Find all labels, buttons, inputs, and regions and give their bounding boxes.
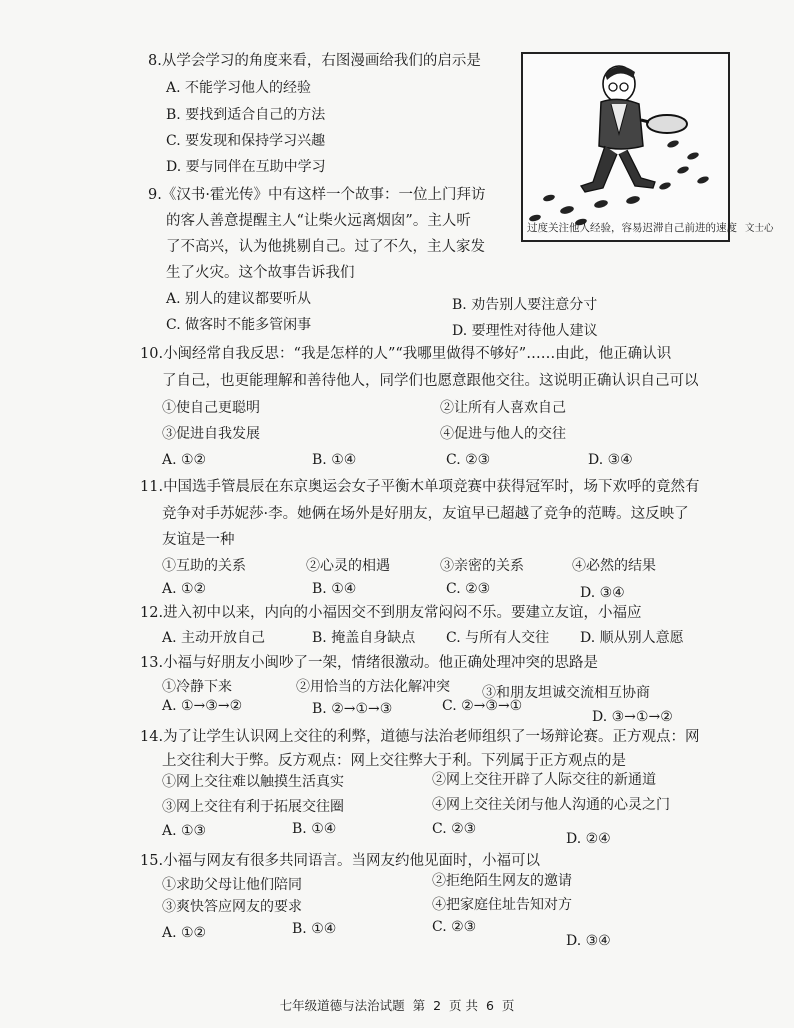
question-12-option-c: C. 与所有人交往 bbox=[446, 630, 550, 646]
question-9-stem-4: 生了火灾。这个故事告诉我们 bbox=[166, 265, 355, 281]
question-8-option-d: D. 要与同伴在互助中学习 bbox=[166, 159, 326, 175]
question-13-option-b: B. ②→①→③ bbox=[312, 701, 393, 717]
question-9-stem-2: 的客人善意提醒主人“让柴火远离烟囱”。主人听 bbox=[166, 213, 471, 229]
question-8-option-b: B. 要找到适合自己的方法 bbox=[166, 107, 326, 123]
question-14-option-c: C. ②③ bbox=[432, 821, 477, 837]
footer-total-pages: 6 bbox=[485, 998, 494, 1013]
cartoon-illustration bbox=[521, 52, 774, 242]
question-12-option-a: A. 主动开放自己 bbox=[162, 630, 266, 646]
question-10-option-c: C. ②③ bbox=[446, 452, 491, 468]
question-14-option-a: A. ①③ bbox=[162, 823, 207, 839]
question-11-statement-1: ①互助的关系 bbox=[162, 558, 246, 574]
question-10-statement-4: ④促进与他人的交往 bbox=[440, 426, 566, 442]
question-9-option-d: D. 要理性对待他人建议 bbox=[452, 323, 598, 339]
question-15-statement-2: ②拒绝陌生网友的邀请 bbox=[432, 873, 572, 889]
question-10-statement-3: ③促进自我发展 bbox=[162, 426, 260, 442]
question-10-statement-2: ②让所有人喜欢自己 bbox=[440, 400, 566, 416]
footer-subject: 七年级道德与法治试题 bbox=[279, 998, 405, 1013]
question-11-option-d: D. ③④ bbox=[580, 585, 625, 601]
question-14-statement-3: ③网上交往有利于拓展交往圈 bbox=[162, 799, 344, 815]
question-11-option-b: B. ①④ bbox=[312, 581, 357, 597]
question-11-option-c: C. ②③ bbox=[446, 581, 491, 597]
footer-page-mid: 页 共 bbox=[449, 998, 478, 1013]
question-8-stem: 8.从学会学习的角度来看，右图漫画给我们的启示是 bbox=[148, 53, 481, 69]
question-11-stem-3: 友谊是一种 bbox=[162, 532, 235, 548]
cartoon-caption: 过度关注他人经验，容易迟滞自己前进的速度 文士心 bbox=[527, 222, 774, 234]
question-12-stem: 12.进入初中以来，内向的小福因交不到朋友常闷闷不乐。要建立友谊，小福应 bbox=[140, 605, 642, 621]
question-10-option-a: A. ①② bbox=[162, 452, 207, 468]
question-13-statement-1: ①冷静下来 bbox=[162, 679, 232, 695]
question-15-option-b: B. ①④ bbox=[292, 921, 337, 937]
question-13-statement-2: ②用恰当的方法化解冲突 bbox=[296, 679, 450, 695]
footer-page-suffix: 页 bbox=[501, 998, 515, 1013]
question-14-stem-2: 上交往利大于弊。反方观点：网上交往弊大于利。下列属于正方观点的是 bbox=[162, 753, 626, 769]
question-10-stem-2: 了自己，也更能理解和善待他人，同学们也愿意跟他交往。这说明正确认识自己可以 bbox=[162, 373, 699, 389]
question-15-statement-3: ③爽快答应网友的要求 bbox=[162, 899, 302, 915]
question-15-option-c: C. ②③ bbox=[432, 919, 477, 935]
question-10-stem-1: 10.小闽经常自我反思：“我是怎样的人”“我哪里做得不够好”……由此，他正确认识 bbox=[140, 346, 672, 362]
question-15-option-a: A. ①② bbox=[162, 925, 207, 941]
question-13-statement-3: ③和朋友坦诚交流相互协商 bbox=[482, 685, 650, 701]
question-10-option-b: B. ①④ bbox=[312, 452, 357, 468]
question-14-stem-1: 14.为了让学生认识网上交往的利弊，道德与法治老师组织了一场辩论赛。正方观点：网 bbox=[140, 729, 700, 745]
question-15-statement-4: ④把家庭住址告知对方 bbox=[432, 897, 572, 913]
question-8-option-a: A. 不能学习他人的经验 bbox=[166, 80, 312, 96]
question-9-option-c: C. 做客时不能多管闲事 bbox=[166, 317, 312, 333]
question-14-option-b: B. ①④ bbox=[292, 821, 337, 837]
question-11-statement-3: ③亲密的关系 bbox=[440, 558, 524, 574]
footer-page-prefix: 第 bbox=[412, 998, 426, 1013]
cartoon-signature: 文士心 bbox=[745, 223, 774, 234]
question-15-stem: 15.小福与网友有很多共同语言。当网友约他见面时，小福可以 bbox=[140, 853, 541, 869]
question-11-statement-2: ②心灵的相遇 bbox=[306, 558, 390, 574]
question-15-option-d: D. ③④ bbox=[566, 933, 611, 949]
question-13-stem: 13.小福与好朋友小闽吵了一架，情绪很激动。他正确处理冲突的思路是 bbox=[140, 655, 599, 671]
question-12-option-b: B. 掩盖自身缺点 bbox=[312, 630, 416, 646]
question-11-stem-1: 11.中国选手管晨辰在东京奥运会女子平衡木单项竞赛中获得冠军时，场下欢呼的竟然有 bbox=[140, 479, 700, 495]
question-12-option-d: D. 顺从别人意愿 bbox=[580, 630, 684, 646]
question-9-option-a: A. 别人的建议都要听从 bbox=[166, 291, 312, 307]
question-13-option-c: C. ②→③→① bbox=[442, 698, 523, 714]
question-11-statement-4: ④必然的结果 bbox=[572, 558, 656, 574]
question-13-option-a: A. ①→③→② bbox=[162, 698, 243, 714]
question-14-option-d: D. ②④ bbox=[566, 831, 611, 847]
question-9-stem-1: 9.《汉书·霍光传》中有这样一个故事：一位上门拜访 bbox=[148, 187, 486, 203]
question-9-stem-3: 了不高兴，认为他挑剔自己。过了不久，主人家发 bbox=[166, 239, 485, 255]
question-9-option-b: B. 劝告别人要注意分寸 bbox=[452, 297, 598, 313]
question-14-statement-2: ②网上交往开辟了人际交往的新通道 bbox=[432, 772, 656, 788]
question-10-statement-1: ①使自己更聪明 bbox=[162, 400, 260, 416]
question-15-statement-1: ①求助父母让他们陪同 bbox=[162, 877, 302, 893]
question-10-option-d: D. ③④ bbox=[588, 452, 633, 468]
question-13-option-d: D. ③→①→② bbox=[592, 709, 673, 725]
question-11-stem-2: 竞争对手苏妮莎·李。她俩在场外是好朋友，友谊早已超越了竞争的范畴。这反映了 bbox=[162, 506, 689, 522]
footer-page-number: 2 bbox=[433, 998, 442, 1013]
question-14-statement-4: ④网上交往关闭与他人沟通的心灵之门 bbox=[432, 797, 670, 813]
question-14-statement-1: ①网上交往难以触摸生活真实 bbox=[162, 774, 344, 790]
question-8-option-c: C. 要发现和保持学习兴趣 bbox=[166, 133, 326, 149]
question-11-option-a: A. ①② bbox=[162, 581, 207, 597]
page-footer bbox=[0, 996, 794, 1014]
